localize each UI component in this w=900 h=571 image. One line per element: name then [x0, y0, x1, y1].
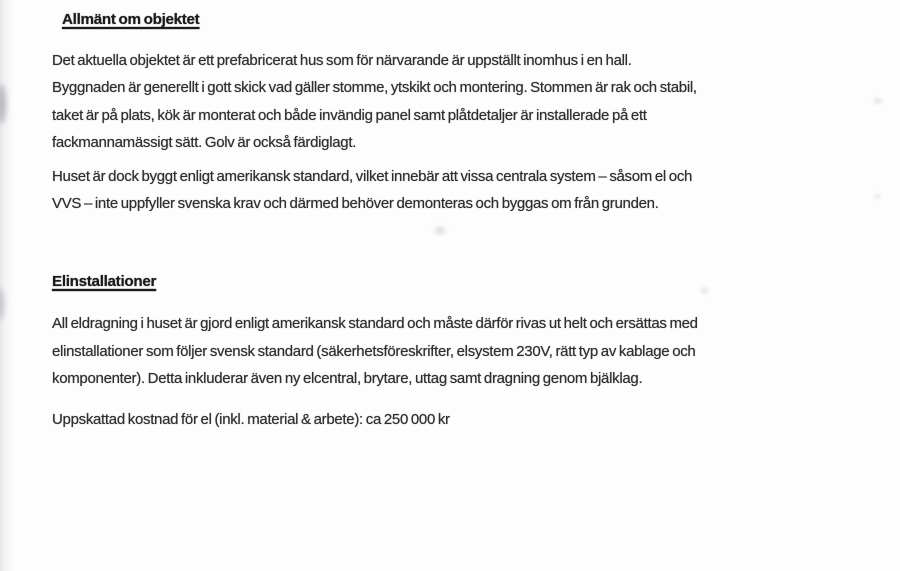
heading-elinstallationer: Elinstallationer — [52, 273, 157, 291]
text-line: fackmannamässigt sätt. Golv är också färdiglagt. — [52, 134, 357, 152]
text-line: Huset är dock byggt enligt amerikansk standard, vilket innebär att vissa centrala system – såsom el och — [52, 167, 693, 185]
text-line: VVS – inte uppfyller svenska krav och därmed behöver demonteras och byggas om från grunden. — [52, 195, 659, 213]
text-line: komponenter). Detta inkluderar även ny elcentral, brytare, uttag samt dragning genom bjälklag. — [52, 370, 643, 388]
text-line: taket är på plats, kök är monterat och både invändig panel samt plåtdetaljer är installerade på ett — [52, 106, 647, 124]
heading-allmant-om-objektet: Allmänt om objektet — [62, 11, 200, 28]
text-line: All eldragning i huset är gjord enligt amerikansk standard och måste därför rivas ut helt och ersättas med — [52, 315, 698, 333]
text-line: elinstallationer som följer svensk standard (säkerhetsföreskrifter, elsystem 230V, rätt typ av kablage och — [52, 342, 696, 360]
paragraph-american-standard — [52, 163, 900, 218]
text-line: Det aktuella objektet är ett prefabricerat hus som för närvarande är uppställt inomhus i en hall. — [52, 52, 632, 69]
paragraph-object-condition — [52, 47, 900, 157]
text-line: Byggnaden är generellt i gott skick vad gäller stomme, ytskikt och montering. Stommen är rak och stabil, — [52, 79, 697, 97]
paragraph-electrical-rework — [52, 310, 900, 392]
estimated-cost-line: Uppskattad kostnad för el (inkl. material & arbete): ca 250 000 kr — [52, 410, 450, 428]
paragraph-estimated-cost — [52, 406, 900, 433]
